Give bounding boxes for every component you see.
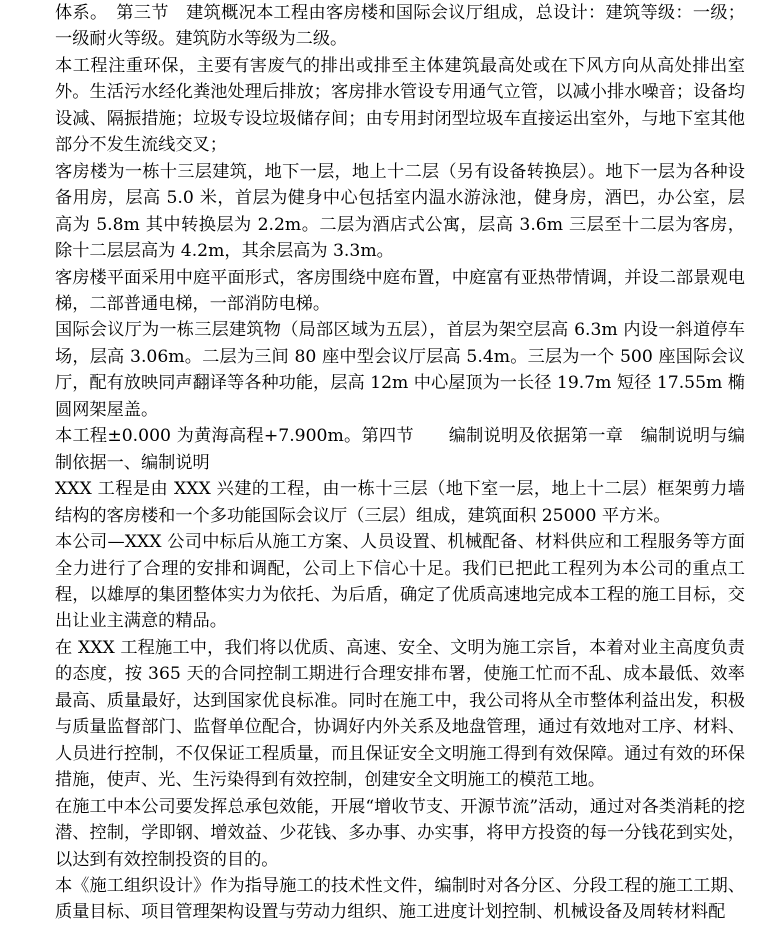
paragraph-atrium-layout: 客房楼平面采用中庭平面形式，客房围绕中庭布置，中庭富有亚热带情调，并设二部景观电梯，二部普通电梯，一部消防电梯。	[55, 267, 745, 314]
paragraph-elevation-and-section-heading: 本工程±0.000 为黄海高程+7.900m。第四节 编制说明及依据第一章 编制说明与编制依据一、编制说明	[55, 426, 745, 473]
paragraph-environmental-protection: 本工程注重环保，主要有害废气的排出或排至主体建筑最高处或在下风方向从高处排出室外。生活污水经化粪池处理后排放；客房排水管设专用通气立管，以减小排水噪音；设备均设减、隔振措施；垃圾专设垃圾储存间；由专用封闭型垃圾车直接运出室外，与地下室其他部分不发生流线交叉；	[55, 55, 745, 156]
paragraph-construction-goals: 在 XXX 工程施工中，我们将以优质、高速、安全、文明为施工宗旨，本着对业主高度负责的态度，按 365 天的合同控制工期进行合理安排布署，使施工忙而不乱、成本最低、效率最高、质量最好，达到国家优良标准。同时在施工中，我公司将从全市整体利益出发，积极与质量监督部门、监督单位配合，协调好内外关系及地盘管理，通过有效地对工序、材料、人员进行控制，不仅保证工程质量，而且保证安全文明施工得到有效保障。通过有效的环保措施，使声、光、生污染得到有效控制，创建安全文明施工的模范工地。	[55, 637, 745, 791]
document-body	[55, 0, 745, 926]
paragraph-building-overview: 体系。 第三节 建筑概况本工程由客房楼和国际会议厅组成，总设计：建筑等级：一级；一级耐火等级。建筑防水等级为二级。	[55, 3, 745, 50]
paragraph-guest-building: 客房楼为一栋十三层建筑，地下一层，地上十二层（另有设备转换层）。地下一层为各种设备用房，层高 5.0 米，首层为健身中心包括室内温水游泳池，健身房，酒巴，办公室，层高为 5.8m 其中转换层为 2.2m。二层为酒店式公寓，层高 3.6m 三层至十二层为客房，除十二层层高为 4.2m，其余层高为 3.3m。	[55, 161, 745, 262]
paragraph-organization-design: 本《施工组织设计》作为指导施工的技术性文件，编制时对各分区、分段工程的施工工期、质量目标、项目管理架构设置与劳动力组织、施工进度计划控制、机械设备及周转材料配	[55, 875, 745, 923]
paragraph-company-arrangement: 本公司—XXX 公司中标后从施工方案、人员设置、机械配备、材料供应和工程服务等方面全力进行了合理的安排和调配，公司上下信心十足。我们已把此工程列为本公司的重点工程，以雄厚的集团整体实力为依托、为后盾，确定了优质高速地完成本工程的施工目标，交出让业主满意的精品。	[55, 532, 745, 632]
paragraph-conference-hall: 国际会议厅为一栋三层建筑物（局部区域为五层），首层为架空层高 6.3m 内设一斜道停车场，层高 3.06m。二层为三间 80 座中型会议厅层高 5.4m。三层为一个 500 座国际会议厅，配有放映同声翻译等各种功能，层高 12m 中心屋顶为一长径 19.7m 短径 17.55m 椭圆网架屋盖。	[55, 320, 745, 420]
paragraph-cost-control: 在施工中本公司要发挥总承包效能，开展“增收节支、开源节流”活动，通过对各类消耗的挖潜、控制，学即钢、增效益、少花钱、多办事、办实事，将甲方投资的每一分钱花到实处，以达到有效控制投资的目的。	[55, 796, 745, 870]
paragraph-project-summary: XXX 工程是由 XXX 兴建的工程，由一栋十三层（地下室一层，地上十二层）框架剪力墙结构的客房楼和一个多功能国际会议厅（三层）组成，建筑面积 25000 平方米。	[55, 479, 745, 526]
